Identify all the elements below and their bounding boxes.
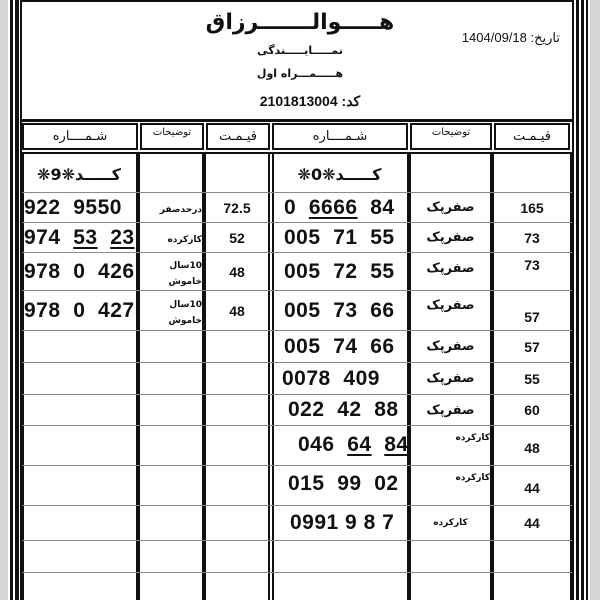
left-border-mid bbox=[15, 0, 19, 600]
right-border-mid2 bbox=[581, 0, 584, 600]
date-label: تاریخ: bbox=[530, 30, 560, 45]
left-group-code: کـــــد❋9❋ bbox=[37, 164, 121, 184]
page-edge bbox=[0, 0, 8, 600]
phone-number: 005 74 66 bbox=[284, 334, 395, 358]
page-edge-right bbox=[590, 0, 600, 600]
number-part-underlined: 6666 bbox=[308, 195, 358, 219]
title: هـــــوالـــــــرزاق bbox=[205, 10, 395, 35]
number-part-underlined: 84 bbox=[384, 433, 409, 456]
description-line: 10سال bbox=[169, 299, 202, 310]
phone-number bbox=[24, 223, 134, 252]
subtitle-agency: نمـــــایـــــندگی bbox=[257, 44, 343, 57]
price: 48 bbox=[229, 263, 245, 280]
number-part-underlined: 23 bbox=[110, 225, 135, 249]
agency-code-value: 2101813004 bbox=[259, 93, 338, 109]
phone-number: 0991 9 8 7 bbox=[290, 511, 395, 534]
phone-number bbox=[284, 193, 404, 222]
description: درحدصفر bbox=[159, 204, 202, 215]
phone-number: 922 9550 bbox=[24, 195, 122, 219]
header-divider bbox=[22, 119, 572, 122]
row-line bbox=[22, 540, 572, 541]
agency-code bbox=[240, 93, 380, 110]
price: 73 bbox=[524, 257, 540, 273]
number-part: 0 bbox=[284, 195, 309, 219]
phone-number: 005 73 66 bbox=[284, 298, 395, 322]
right-border-inner bbox=[572, 0, 574, 600]
price: 57 bbox=[524, 308, 540, 325]
price: 165 bbox=[520, 199, 544, 216]
description: صفرپک bbox=[426, 371, 475, 386]
description: صفرپک bbox=[426, 402, 475, 418]
table-header-divider bbox=[22, 152, 572, 154]
description: صفرپک bbox=[426, 230, 475, 245]
right-border-outer bbox=[586, 0, 588, 600]
description bbox=[140, 253, 202, 290]
phone-number: 015 99 02 bbox=[288, 472, 399, 495]
right-header-number: شـمــــاره bbox=[272, 123, 408, 150]
date-value: 1404/09/18 bbox=[461, 30, 527, 45]
description-line: 10سال bbox=[169, 260, 202, 271]
number-part: 974 bbox=[24, 225, 74, 249]
agency-code-label: کد: bbox=[341, 93, 361, 109]
description: صفرپک bbox=[426, 339, 475, 354]
left-border-outer bbox=[10, 0, 13, 600]
price: 57 bbox=[524, 338, 540, 355]
left-header-desc: توضیحات bbox=[140, 123, 204, 150]
number-part-underlined: 64 bbox=[347, 433, 372, 456]
phone-number: 978 0 426 bbox=[24, 259, 135, 283]
description: کارکرده bbox=[455, 433, 490, 443]
left-header-price: قیـمـت bbox=[206, 123, 270, 150]
phone-number: 005 71 55 bbox=[284, 225, 395, 249]
phone-number bbox=[298, 428, 408, 462]
left-header-number: شـمــــاره bbox=[22, 123, 138, 150]
price: 73 bbox=[524, 229, 540, 246]
phone-number: 022 42 88 bbox=[288, 398, 399, 421]
phone-number: 0078 409 bbox=[282, 366, 380, 390]
number-part bbox=[98, 226, 111, 250]
top-border bbox=[22, 0, 572, 2]
phone-number: 005 72 55 bbox=[284, 259, 395, 283]
subtitle-operator: هـــــمـــراه اول bbox=[256, 67, 344, 80]
right-header-desc: توضیحات bbox=[410, 123, 492, 150]
number-part-underlined: 53 bbox=[73, 225, 98, 249]
right-header-price: قیـمـت bbox=[494, 123, 570, 150]
price: 44 bbox=[524, 479, 540, 496]
description: صفرپک bbox=[426, 200, 475, 215]
description-line: خاموش bbox=[168, 315, 202, 326]
number-part: 046 bbox=[298, 433, 348, 456]
right-group-code: کـــــد❋0❋ bbox=[297, 164, 382, 184]
price: 55 bbox=[524, 370, 540, 387]
phone-number: 978 0 427 bbox=[24, 298, 135, 322]
description: کارکرده bbox=[433, 518, 468, 528]
description bbox=[140, 291, 202, 330]
number-part bbox=[372, 433, 385, 457]
row-line bbox=[22, 572, 572, 573]
price: 48 bbox=[229, 302, 245, 319]
price: 44 bbox=[524, 515, 540, 531]
description: کارکرده bbox=[167, 234, 202, 245]
price: 52 bbox=[229, 229, 245, 246]
price: 48 bbox=[524, 439, 540, 456]
price: 60 bbox=[524, 402, 540, 418]
description: صفرپک bbox=[426, 297, 475, 313]
number-part: 84 bbox=[357, 195, 395, 219]
description-line: خاموش bbox=[168, 276, 202, 287]
right-border-mid1 bbox=[576, 0, 579, 600]
description: صفرپک bbox=[426, 260, 475, 276]
date bbox=[440, 30, 560, 46]
description: کارکرده bbox=[455, 473, 490, 483]
price: 72.5 bbox=[223, 199, 251, 216]
